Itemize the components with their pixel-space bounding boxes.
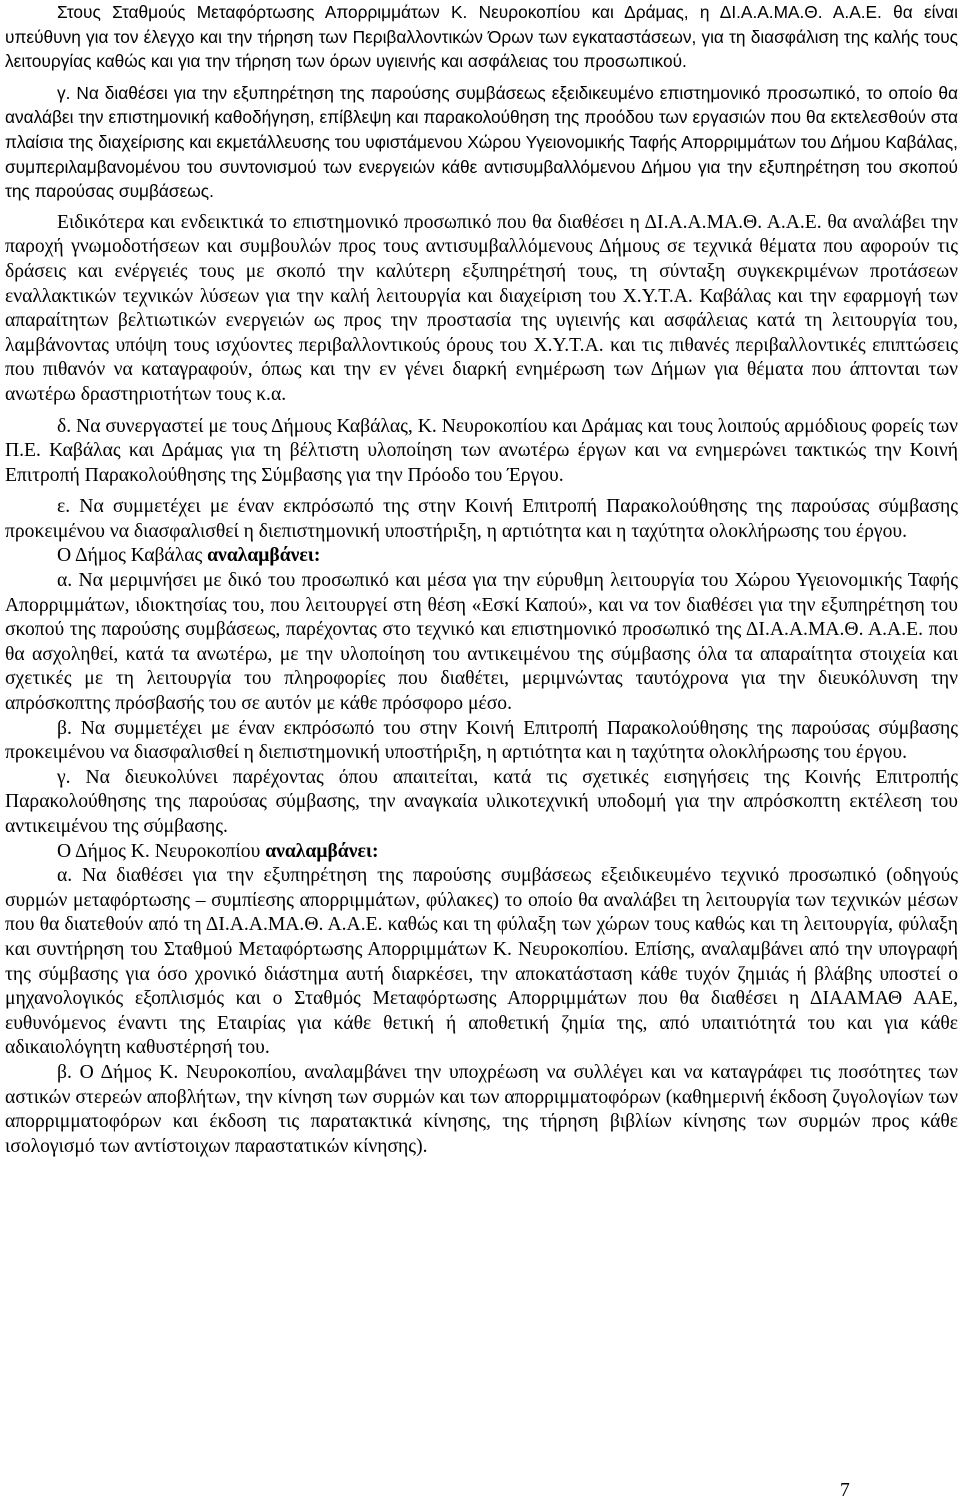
heading-nevrokopi (5, 840, 958, 865)
paragraph-specifically: Ειδικότερα και ενδεικτικά το επιστημονικό προσωπικό που θα διαθέσει η ΔΙ.Α.Α.ΜΑ.Θ. Α.Α.Ε. θα αναλάβει την παροχή γνωμοδοτήσεων και συμβουλών προς τους αντισυμβαλλόμενους Δήμους σε τεχνικά θέματα που αφορούν τις δράσεις και ενέργειές τους με σκοπό την καλύτερη εξυπηρέτησή τους, τη σύνταξη συγκεκριμένων προτάσεων εναλλακτικών τεχνικών λύσεων για την καλή λειτουργία και διαχείριση του Χ.Υ.Τ.Α. Καβάλας και την εφαρμογή των απαραίτητων βελτιωτικών ενεργειών ως προς την προστασία της υγιεινής και ασφάλειας κατά τη λειτουργία του, λαμβάνοντας υπόψη τους ισχύοντες περιβαλλοντικούς όρους του Χ.Υ.Τ.Α. και τις πιθανές περιβαλλοντικές επιπτώσεις που πιθανόν να καταγραφούν, όπως και την εν γένει διαρκή ενημέρωση των Δήμων για θέματα που άπτονται των ανωτέρω δραστηριοτήτων τους κ.α. (5, 211, 958, 405)
paragraph-item-gamma: γ. Να διαθέσει για την εξυπηρέτηση της παρούσης συμβάσεως εξειδικευμένο επιστημονικό προσωπικό, το οποίο θα αναλάβει την επιστημονική καθοδήγηση, επίβλεψη και παρακολούθηση της προόδου των εργασιών που θα εκτελεσθούν στα πλαίσια της διαχείρισης και εκμετάλλευσης του υφιστάμενου Χώρου Υγειονομικής Ταφής Απορριμμάτων του Δήμου Καβάλας, συμπεριλαμβανομένου του συντονισμού των ενεργειών κάθε αντισυμβαλλόμενου Δήμου για την εξυπηρέτηση του σκοπού της παρούσας συμβάσεως. (5, 82, 958, 202)
heading-nevrokopi-text: Ο Δήμος Κ. Νευροκοπίου (57, 840, 266, 862)
heading-kavala (5, 544, 958, 569)
paragraph-kavala-gamma: γ. Να διευκολύνει παρέχοντας όπου απαιτείται, κατά τις σχετικές εισηγήσεις της Κοινής Επιτροπής Παρακολούθησης της παρούσας σύμβασης, την αναγκαία υλικοτεχνική υποδομή για την απρόσκοπτη εκτέλεση του αντικειμένου της σύμβασης. (5, 766, 958, 837)
paragraph-item-delta: δ. Να συνεργαστεί με τους Δήμους Καβάλας, Κ. Νευροκοπίου και Δράμας και τους λοιπούς αρμόδιους φορείς των Π.Ε. Καβάλας και Δράμας για τη βέλτιστη υλοποίηση των ανωτέρω έργων και να ενημερώνει τακτικώς την Κοινή Επιτροπή Παρακολούθησης της Σύμβασης για την Πρόοδο του Έργου. (5, 415, 958, 486)
paragraph-nevrokopi-alpha: α. Να διαθέσει για την εξυπηρέτηση της παρούσης συμβάσεως εξειδικευμένο τεχνικό προσωπικό (οδηγούς συρμών μεταφόρτωσης – συμπίεσης απορριμμάτων, φύλακες) το οποίο θα αναλάβει τη λειτουργία των τεχνικών μέσων που θα διατεθούν από τη ΔΙ.Α.Α.ΜΑ.Θ. Α.Α.Ε. καθώς και τη φύλαξη των χώρων τους καθώς και τη λειτουργία, φύλαξη και συντήρηση του Σταθμού Μεταφόρτωσης Απορριμμάτων Κ. Νευροκοπίου. Επίσης, αναλαμβάνει από την υπογραφή της σύμβασης για όσο χρονικό διάστημα αυτή διαρκέσει, την αποκατάσταση κάθε τυχόν ζημιάς ή βλάβης υποστεί ο μηχανολογικός εξοπλισμός και ο Σταθμός Μεταφόρτωσης Απορριμμάτων που θα διαθέσει η ΔΙΑΑΜΑΘ ΑΑΕ, ευθυνόμενος έναντι της Εταιρίας για κάθε θετική ή αποθετική ζημία της, από υπαιτιότητά του και για κάθε αδικαιολόγητη καθυστέρησή του. (5, 865, 958, 1059)
page-number: 7 (840, 1480, 850, 1501)
document-page (5, 0, 958, 1159)
paragraph-nevrokopi-beta: β. Ο Δήμος Κ. Νευροκοπίου, αναλαμβάνει την υποχρέωση να συλλέγει και να καταγράφει τις ποσότητες των αστικών στερεών αποβλήτων, την κίνηση των συρμών και των απορριμματοφόρων (καθημερινή έκδοση ζυγολογίων των απορριμματοφόρων και έκδοση τις παρατακτικά κίνησης, της τήρηση βιβλίων κίνησης των συρμών προς κάθε ισολογισμό των αντίστοιχων παραστατικών κίνησης). (5, 1061, 958, 1157)
paragraph-kavala-beta: β. Να συμμετέχει με έναν εκπρόσωπό του στην Κοινή Επιτροπή Παρακολούθησης της παρούσας σύμβασης προκειμένου να διασφαλισθεί η διεπιστημονική υποστήριξη, η αρτιότητα και η ταχύτητα ολοκλήρωσης του έργου. (5, 717, 958, 764)
heading-kavala-bold: αναλαμβάνει: (207, 545, 321, 567)
paragraph-item-epsilon: ε. Να συμμετέχει με έναν εκπρόσωπό της στην Κοινή Επιτροπή Παρακολούθησης της παρούσας σύμβασης προκειμένου να διασφαλισθεί η διεπιστημονική υποστήριξη, η αρτιότητα και η ταχύτητα ολοκλήρωσης του έργου. (5, 496, 958, 542)
paragraph-kavala-alpha: α. Να μεριμνήσει με δικό του προσωπικό και μέσα για την εύρυθμη λειτουργία του Χώρου Υγειονομικής Ταφής Απορριμμάτων, ιδιοκτησίας του, που λειτουργεί στη θέση «Εσκί Καπού», και να τον διαθέσει για την εξυπηρέτηση του σκοπού της παρούσης συμβάσεως, παρέχοντας στο τεχνικό και επιστημονικό προσωπικό της ΔΙ.Α.Α.ΜΑ.Θ. Α.Α.Ε. που θα ασχοληθεί, κατά τα ανωτέρω, με την υλοποίηση του αντικειμένου της σύμβασης όλα τα απαραίτητα στοιχεία και σχετικές με τη λειτουργία του πληροφορίες που διαθέτει, μεριμνώντας ταυτόχρονα για την διευκόλυνση την απρόσκοπτης πρόσβασής του σε αυτόν με κάθε πρόσφορο μέσο. (5, 570, 958, 715)
paragraph-stations: Στους Σταθμούς Μεταφόρτωσης Απορριμμάτων Κ. Νευροκοπίου και Δράμας, η ΔΙ.Α.Α.ΜΑ.Θ. Α.Α.Ε. θα είναι υπεύθυνη για τον έλεγχο και την τήρηση των Περιβαλλοντικών Όρων των εγκαταστάσεων, για τη διασφάλιση της καλής τους λειτουργίας καθώς και για την τήρηση των όρων υγιεινής και ασφάλειας του προσωπικού. (5, 2, 958, 72)
heading-kavala-text: Ο Δήμος Καβάλας (57, 545, 208, 567)
heading-nevrokopi-bold: αναλαμβάνει: (265, 840, 379, 862)
